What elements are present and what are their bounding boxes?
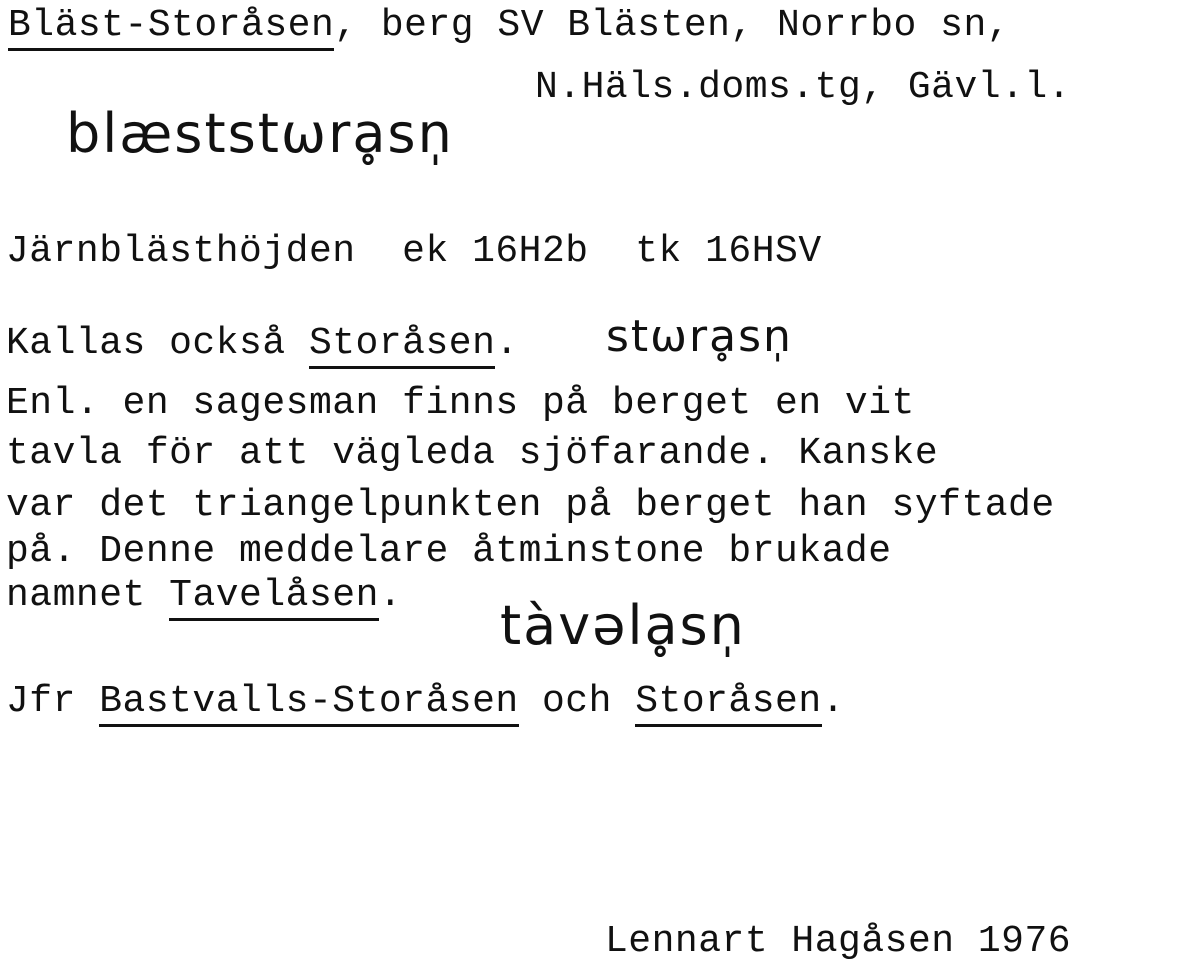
- map-references: Järnblästhöjden ek 16H2b tk 16HSV: [6, 230, 822, 273]
- place-description: , berg SV Blästen, Norrbo sn,: [334, 4, 1011, 47]
- alias-phonetic: stωrḁsn̩: [606, 311, 793, 362]
- body-line: på. Denne meddelare åtminstone brukade: [6, 530, 892, 573]
- name-line: [6, 574, 402, 618]
- alias-name: Storåsen: [309, 322, 495, 369]
- tavelasen-name: Tavelåsen: [169, 574, 379, 621]
- name-prefix: namnet: [6, 574, 170, 617]
- name-suffix: .: [378, 574, 403, 617]
- compare-middle: och: [518, 680, 636, 723]
- alias-suffix: .: [495, 322, 519, 365]
- compare-prefix: Jfr: [6, 680, 100, 723]
- alias-prefix: Kallas också: [6, 322, 309, 365]
- tavelasen-phonetic: tàvəlḁsn̩: [500, 594, 746, 657]
- alias-line: [6, 322, 519, 366]
- heading-line: [8, 4, 1010, 48]
- phonetic-transcription: blæststωrḁsn̩: [66, 102, 454, 165]
- compare-ref-2: Storåsen: [635, 680, 821, 727]
- district-line: N.Häls.doms.tg, Gävl.l.: [535, 66, 1071, 109]
- body-line: var det triangelpunkten på berget han syftade: [6, 484, 1055, 527]
- compare-suffix: .: [821, 680, 845, 723]
- body-line: tavla för att vägleda sjöfarande. Kanske: [6, 432, 939, 475]
- place-name: Bläst-Storåsen: [8, 4, 334, 51]
- compare-ref-1: Bastvalls-Storåsen: [99, 680, 518, 727]
- compare-line: [6, 680, 845, 724]
- body-line: Enl. en sagesman finns på berget en vit: [6, 382, 915, 425]
- signature: Lennart Hagåsen 1976: [605, 920, 1072, 963]
